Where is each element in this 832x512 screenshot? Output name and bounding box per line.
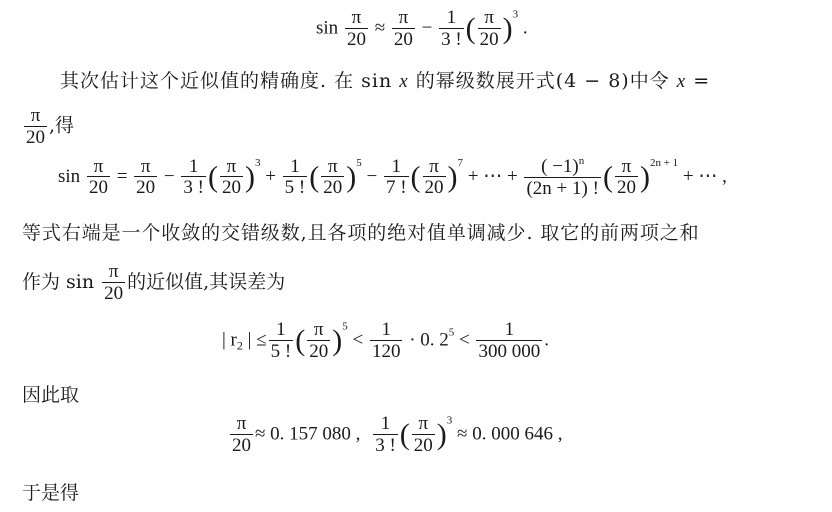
exponent: 5	[448, 326, 455, 339]
exponent: 3	[254, 156, 261, 169]
fraction: $\frac{( -1)^n}{(2n + 1) !}$	[526, 155, 599, 199]
fraction: $\frac{1}{3 !}$	[183, 155, 204, 199]
fraction: $\frac{\pi}{20}$	[323, 155, 343, 199]
text: 等式右端是一个收敛的交错级数,且各项的绝对值单调减少. 取它的前两项之和	[22, 222, 700, 244]
minus-sign: −	[163, 165, 175, 187]
equation-error-bound: | $r_2$ | ≤ $\frac{1}{5 !}$ ( $\frac{\pi}{20}$ )$^5$ < $\frac{1}{120}$ · 0. $2^5$ < $\frac{1}{300 000}$ .	[222, 319, 549, 362]
lt-sign: <	[459, 329, 470, 351]
text: 因此取	[22, 384, 80, 406]
abs-r: | r	[222, 329, 237, 351]
exponent: 5	[342, 320, 348, 333]
equation-values: $\frac{\pi}{20}$ ≈ 0. 157 080 , $\frac{1}{3 !}$ ( $\frac{\pi}{20}$ )$^3$ ≈ 0. 000 646 ,	[232, 413, 563, 456]
paragraph-alternating	[22, 218, 700, 245]
var-x: x	[676, 71, 687, 92]
fraction: $\frac{\pi}{20}$	[26, 105, 45, 148]
exponent: 7	[457, 156, 464, 169]
minus-sign: −	[421, 17, 433, 39]
var-x: x	[399, 71, 409, 92]
approx-sign: ≈	[374, 17, 386, 39]
ellipsis: + ⋯ ,	[682, 165, 727, 187]
period: .	[544, 329, 549, 351]
text: 作为 sin	[22, 270, 95, 293]
fraction: $\frac{1}{3 !}$	[441, 7, 462, 50]
fraction: $\frac{\pi}{20}$	[88, 155, 108, 199]
paragraph-thus	[22, 478, 79, 505]
fraction: $\frac{1}{300 000}$	[478, 319, 541, 362]
fraction: $\frac{1}{5 !}$	[270, 319, 292, 362]
fraction: $\frac{\pi}{20}$	[413, 413, 433, 456]
exponent: 5	[356, 156, 362, 169]
sin-label: sin	[58, 165, 81, 187]
fraction: $\frac{\pi}{20}$	[136, 155, 156, 199]
fraction: $\frac{\pi}{20}$	[232, 413, 251, 456]
product: · 0. 2	[404, 329, 449, 351]
value: ≈ 0. 157 080 ,	[255, 423, 361, 445]
text: ,得	[49, 114, 75, 137]
equation-sin-approx: sin $\frac{\pi}{20}$ ≈ $\frac{\pi}{20}$ − $\frac{1}{3 !}$ ( $\frac{\pi}{20}$ )$^3$ .	[316, 7, 528, 50]
exponent: 2n + 1	[649, 156, 679, 169]
fraction: $\frac{1}{7 !}$	[385, 155, 407, 199]
fraction: $\frac{1}{5 !}$	[284, 155, 306, 199]
paragraph-let-x	[22, 106, 74, 148]
plus-sign: +	[265, 165, 276, 187]
text: 的近似值,其误差为	[127, 270, 286, 293]
equals: =	[111, 165, 128, 187]
text: 于是得	[22, 482, 80, 504]
sin-label: sin	[316, 17, 339, 39]
fraction: $\frac{\pi}{20}$	[104, 261, 124, 304]
lt-sign: <	[352, 329, 364, 351]
ellipsis: + ⋯ +	[467, 165, 518, 187]
fraction: $\frac{\pi}{20}$	[424, 155, 444, 199]
fraction: $\frac{\pi}{20}$	[221, 155, 241, 199]
paragraph-error	[22, 262, 285, 304]
fraction: $\frac{\pi}{20}$	[309, 319, 329, 362]
paragraph-therefore	[22, 380, 79, 407]
text: 的幂级数展开式(4 − 8)中令	[408, 70, 677, 92]
paragraph-estimate	[60, 66, 710, 93]
equals: =	[686, 70, 711, 92]
fraction: $\frac{1}{3 !}$	[375, 413, 396, 456]
fraction: $\frac{\pi}{20}$	[346, 7, 366, 50]
period: .	[522, 17, 528, 39]
exponent: 3	[512, 8, 519, 21]
value: ≈ 0. 000 646 ,	[457, 423, 563, 445]
minus-sign: −	[366, 165, 378, 187]
equation-series: sin $\frac{\pi}{20}$ = $\frac{\pi}{20}$ − $\frac{1}{3 !}$ ( $\frac{\pi}{20}$ )$^3$ + $\frac{1}{5 !}$ ( $\frac{\pi}{20}$ )$^5$ − $\frac{1}{7 !}$ ( $\frac{\pi}{20}$ )$^7$ + ⋯ + $\frac{( -1)^n}{(2n + 1) !}$ ( $\frac{\pi}{20}$ )$^{2n + 1}$ + ⋯ ,	[58, 155, 727, 199]
fraction: $\frac{\pi}{20}$	[479, 7, 499, 50]
fraction: $\frac{1}{120}$	[371, 319, 401, 362]
text: 其次估计这个近似值的精确度. 在 sin	[60, 70, 400, 92]
abs-bar: |	[242, 329, 252, 351]
exponent: 3	[446, 414, 453, 427]
fraction: $\frac{\pi}{20}$	[393, 7, 413, 50]
fraction: $\frac{\pi}{20}$	[616, 155, 636, 199]
le-sign: ≤	[256, 329, 267, 351]
subscript: 2	[236, 338, 243, 353]
